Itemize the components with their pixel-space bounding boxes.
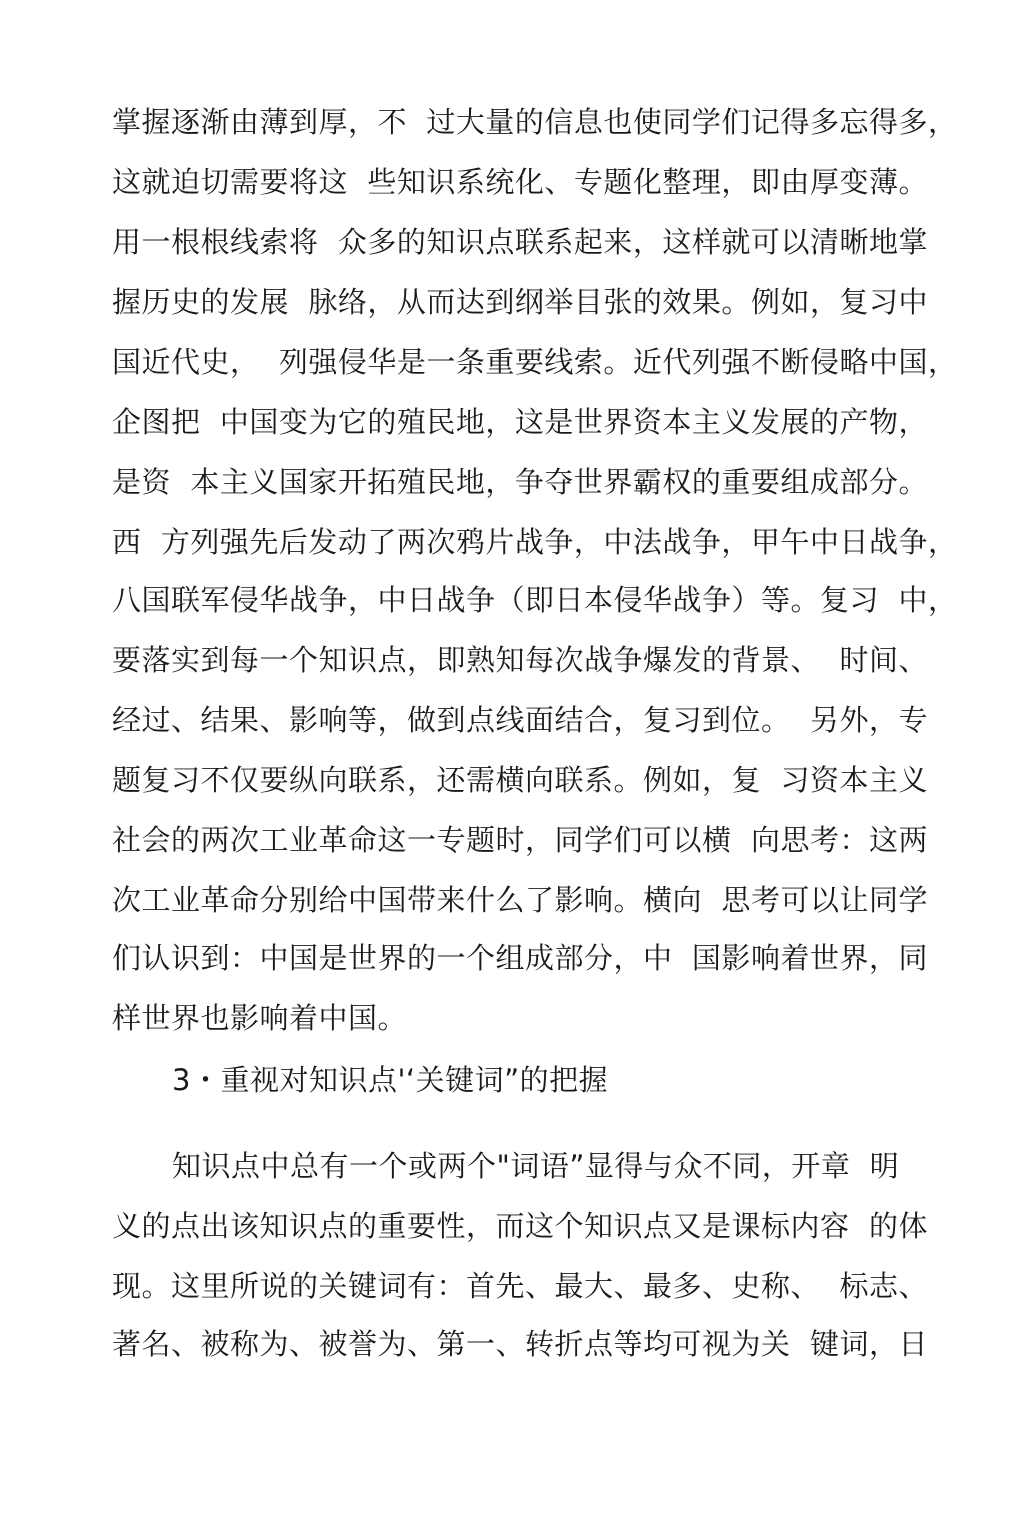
paragraph-1-line: 西 方列强先后发动了两次鸦片战争，中法战争，甲午中日战争， (112, 525, 958, 559)
paragraph-1-line: 社会的两次工业革命这一专题时，同学们可以横 向思考：这两 (112, 823, 928, 857)
paragraph-1-line: 是资 本主义国家开拓殖民地，争夺世界霸权的重要组成部分。 (112, 465, 928, 499)
paragraph-2-line: 著名、被称为、被誉为、第一、转折点等均可视为关 键词，日 (112, 1327, 928, 1361)
paragraph-2-line: 义的点出该知识点的重要性，而这个知识点又是课标内容 的体 (112, 1209, 928, 1243)
paragraph-1-line: 用一根根线索将 众多的知识点联系起来，这样就可以清晰地掌 (112, 225, 928, 259)
paragraph-1-line: 要落实到每一个知识点，即熟知每次战争爆发的背景、 时间、 (112, 643, 928, 677)
paragraph-1-line: 国近代史， 列强侵华是一条重要线索。近代列强不断侵略中国， (112, 345, 958, 379)
paragraph-1-line: 题复习不仅要纵向联系，还需横向联系。例如，复 习资本主义 (112, 763, 928, 797)
paragraph-1-line: 次工业革命分别给中国带来什么了影响。横向 思考可以让同学 (112, 883, 928, 917)
paragraph-1-line: 企图把 中国变为它的殖民地，这是世界资本主义发展的产物， (112, 405, 928, 439)
section-heading: 3・重视对知识点'‘关键词”的把握 (172, 1063, 609, 1097)
paragraph-1-line: 们认识到：中国是世界的一个组成部分，中 国影响着世界，同 (112, 941, 928, 975)
paragraph-2-line: 现。这里所说的关键词有：首先、最大、最多、史称、 标志、 (112, 1269, 928, 1303)
paragraph-2-line: 知识点中总有一个或两个"词语”显得与众不同，开章 明 (172, 1149, 900, 1183)
paragraph-1-line: 掌握逐渐由薄到厚，不 过大量的信息也使同学们记得多忘得多， (112, 105, 958, 139)
paragraph-1-line: 握历史的发展 脉络，从而达到纲举目张的效果。例如，复习中 (112, 285, 928, 319)
paragraph-1-line: 经过、结果、影响等，做到点线面结合，复习到位。 另外，专 (112, 703, 928, 737)
paragraph-1-line: 这就迫切需要将这 些知识系统化、专题化整理，即由厚变薄。 (112, 165, 928, 199)
paragraph-1-line: 样世界也影响着中国。 (112, 1001, 408, 1035)
paragraph-1-line: 八国联军侵华战争，中日战争（即日本侵华战争）等。复习 中， (112, 583, 958, 617)
